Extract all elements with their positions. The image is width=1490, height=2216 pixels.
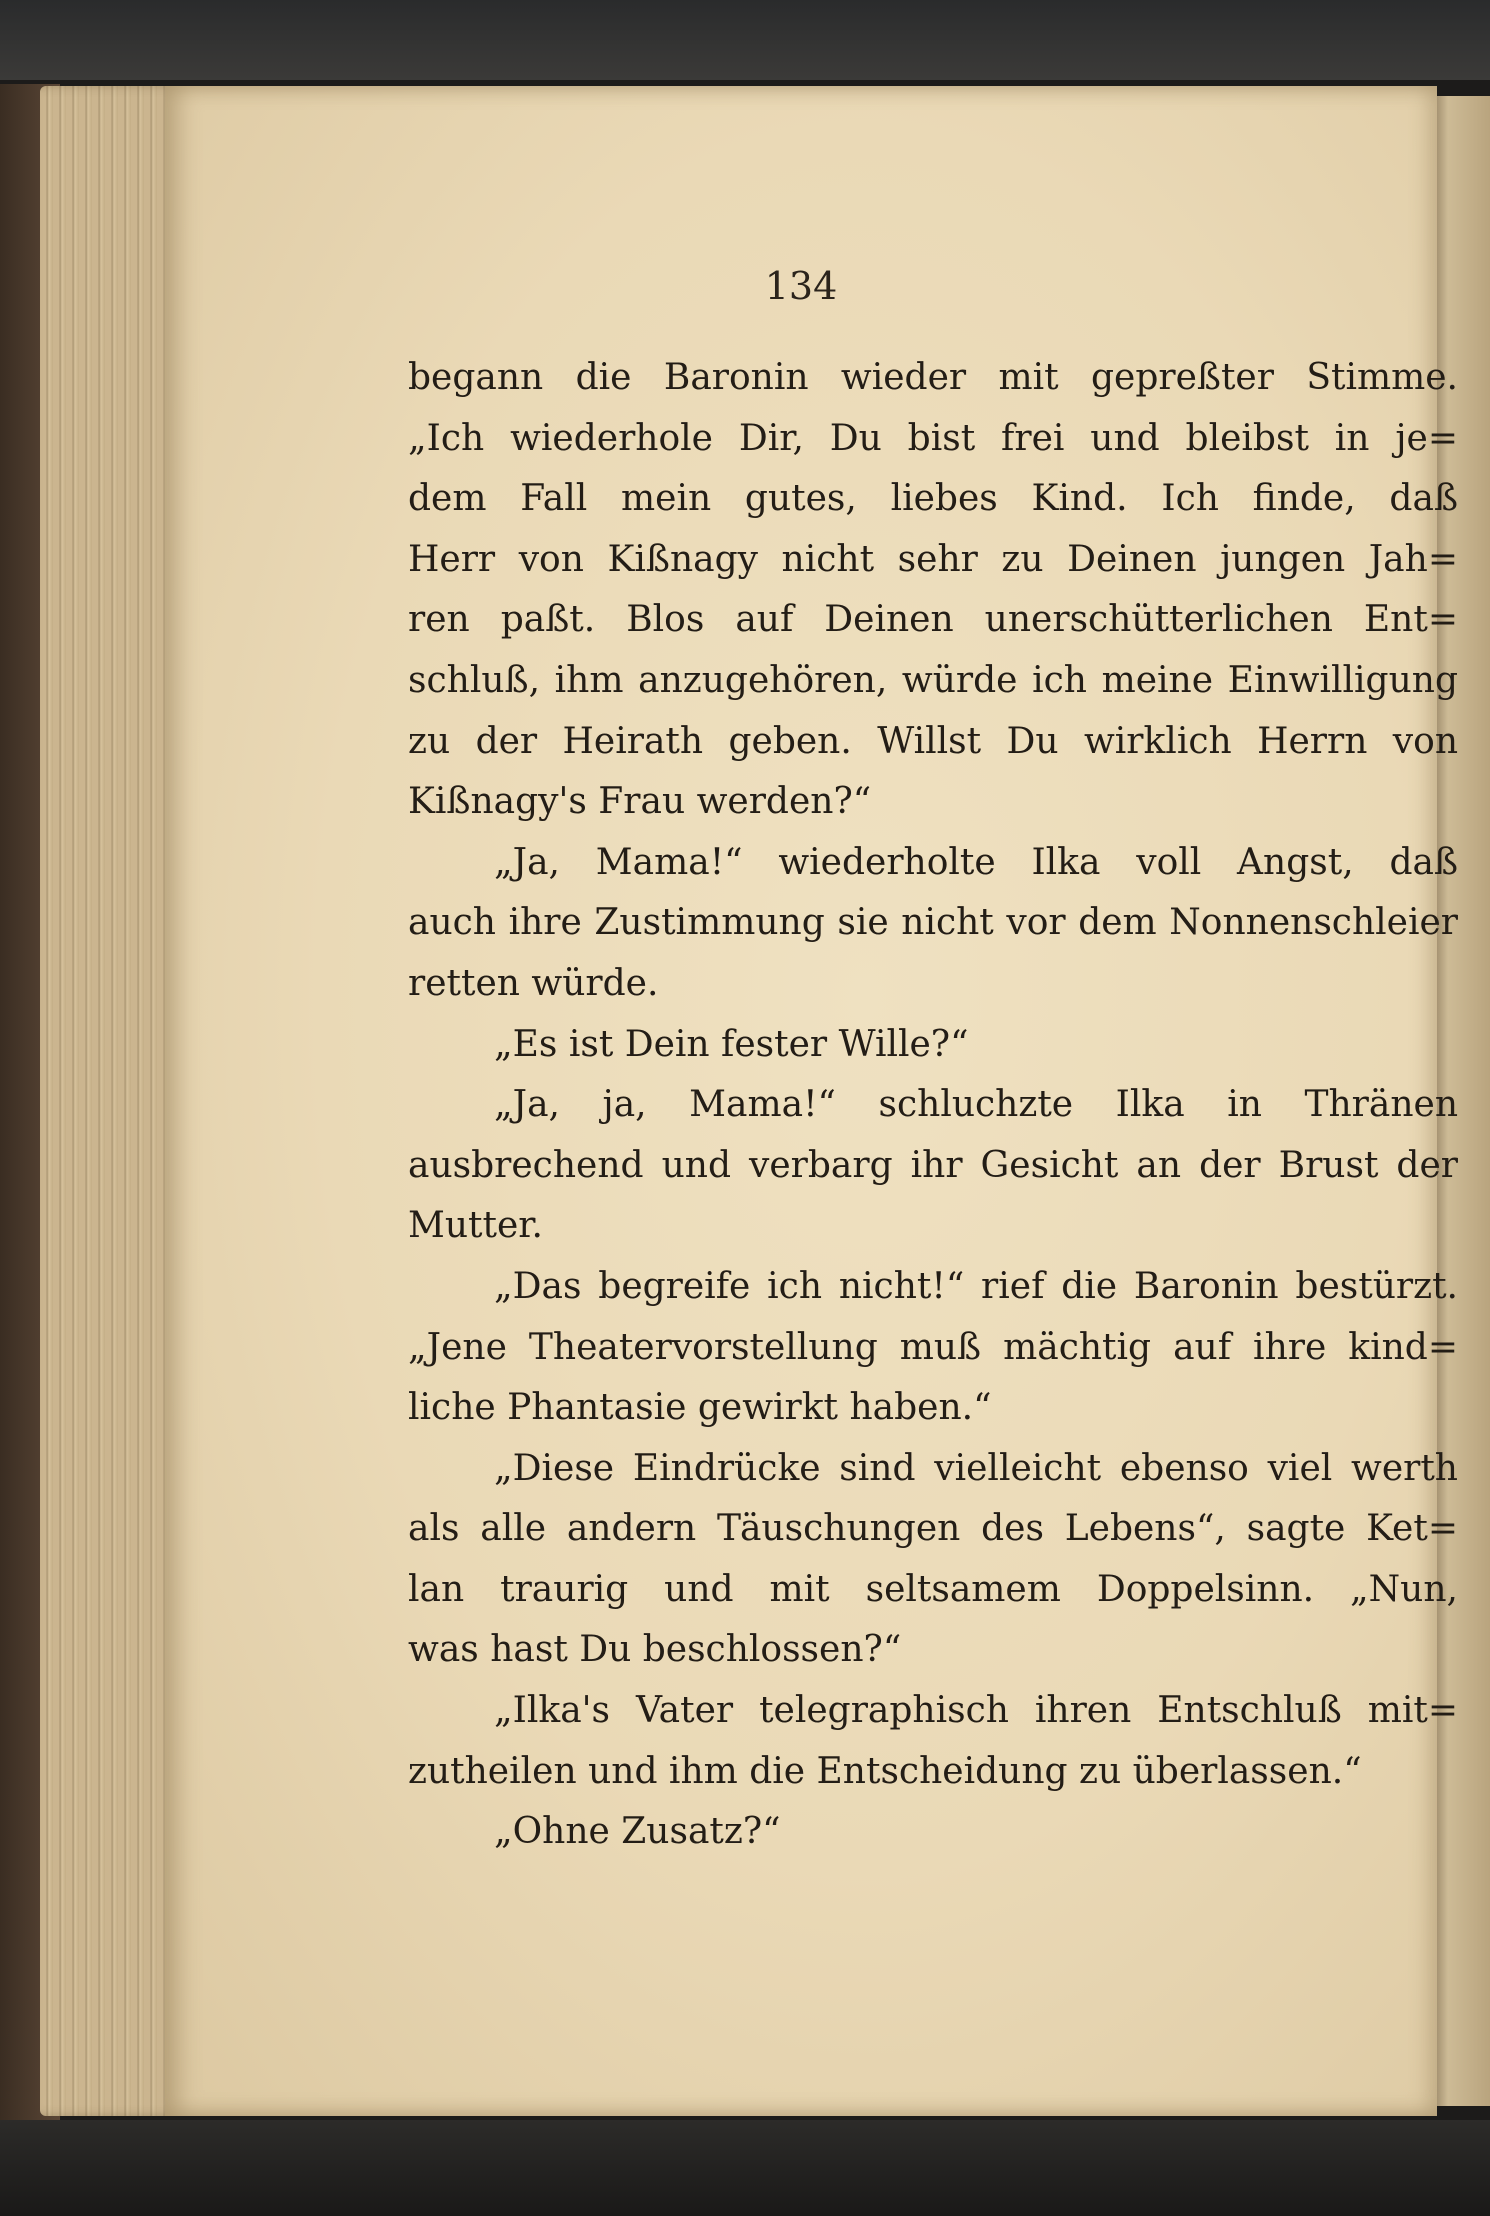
- scanner-top-background: [0, 0, 1490, 80]
- text-line: „Das begreife ich nicht!“ rief die Baronin bestürzt.: [494, 1265, 1458, 1307]
- text-line: „Ohne Zusatz?“: [494, 1811, 781, 1853]
- text-line: ausbrechend und verbarg ihr Gesicht an der Brust der: [408, 1144, 1458, 1186]
- text-line: Kißnagy's Frau werden?“: [408, 781, 872, 823]
- book-page: [165, 86, 1458, 2116]
- text-line: auch ihre Zustimmung sie nicht vor dem Nonnenschleier: [408, 902, 1458, 944]
- scanner-bottom-background: [0, 2120, 1490, 2216]
- text-line: „Ilka's Vater telegraphisch ihren Entschluß mit=: [494, 1690, 1458, 1732]
- text-line: liche Phantasie gewirkt haben.“: [408, 1387, 992, 1429]
- text-line: retten würde.: [408, 962, 659, 1004]
- text-line: „Es ist Dein fester Wille?“: [494, 1023, 969, 1065]
- text-line: lan traurig und mit seltsamem Doppelsinn. „Nun,: [408, 1568, 1458, 1610]
- text-line: „Jene Theatervorstellung muß mächtig auf ihre kind=: [408, 1326, 1458, 1368]
- body-text: [408, 348, 1458, 1863]
- text-line: begann die Baronin wieder mit gepreßter Stimme.: [408, 357, 1458, 398]
- text-line: dem Fall mein gutes, liebes Kind. Ich finde, daß: [408, 478, 1458, 520]
- text-line: als alle andern Täuschungen des Lebens“, sagte Ket=: [408, 1508, 1458, 1550]
- text-line: zutheilen und ihm die Entscheidung zu überlassen.“: [408, 1750, 1362, 1792]
- page-number: 134: [764, 264, 838, 308]
- text-line: „Ja, ja, Mama!“ schluchzte Ilka in Thränen: [494, 1084, 1458, 1126]
- text-line: zu der Heirath geben. Willst Du wirklich Herrn von: [408, 720, 1458, 762]
- text-line: „Ja, Mama!“ wiederholte Ilka voll Angst, daß: [494, 841, 1458, 883]
- text-line: Mutter.: [408, 1205, 543, 1247]
- text-line: ren paßt. Blos auf Deinen unerschütterlichen Ent=: [408, 599, 1458, 641]
- text-line: schluß, ihm anzugehören, würde ich meine Einwilligung: [408, 659, 1458, 701]
- text-line: was hast Du beschlossen?“: [408, 1629, 902, 1671]
- text-line: „Ich wiederhole Dir, Du bist frei und bleibst in je=: [408, 417, 1458, 459]
- text-line: „Diese Eindrücke sind vielleicht ebenso viel werth: [494, 1447, 1458, 1489]
- text-line: Herr von Kißnagy nicht sehr zu Deinen jungen Jah=: [408, 538, 1458, 580]
